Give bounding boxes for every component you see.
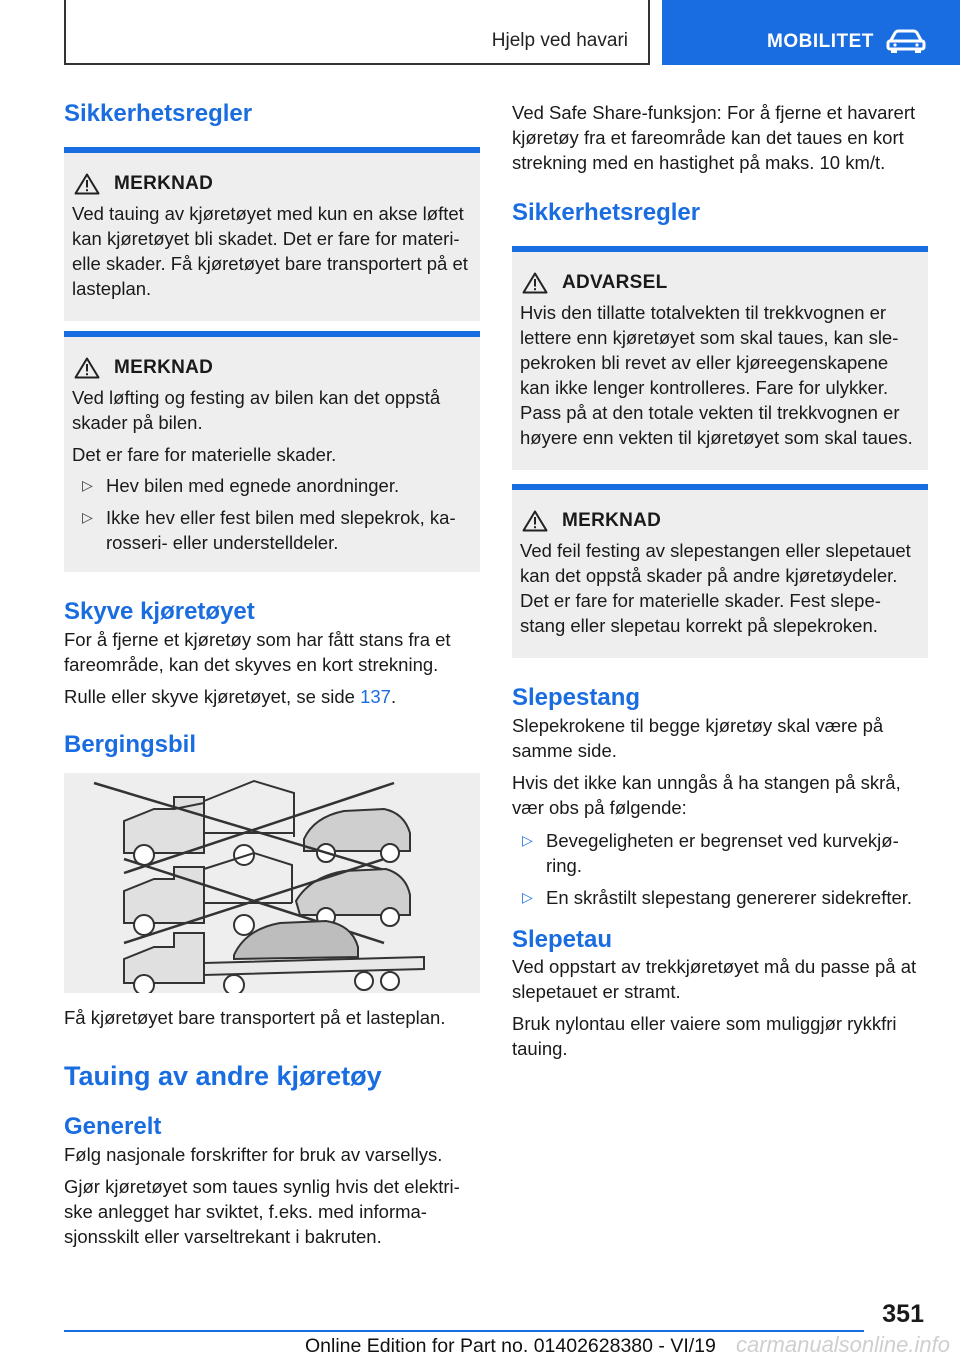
- notice-title: MERKNAD: [114, 356, 214, 378]
- heading-tow-bar: Slepestang: [512, 683, 641, 711]
- heading-towing-other-vehicles: Tauing av andre kjøretøy: [64, 1061, 382, 1092]
- section-title: Hjelp ved havari: [491, 30, 628, 51]
- list-item: ▷ En skråstilt slepestang genererer sidekrefter.: [512, 885, 928, 910]
- tow-rope-text: Bruk nylontau eller vaiere som muliggjør rykkfri tauing.: [512, 1013, 897, 1060]
- notice-text: Det er fare for materielle skader.: [72, 443, 337, 465]
- chapter-tab[interactable]: [662, 0, 960, 65]
- triangle-bullet-icon: ▷: [522, 831, 533, 848]
- warning-box-weight: [512, 246, 928, 470]
- general-text: Gjør kjøretøyet som taues synlig hvis det elektri-ske anlegget har sviktet, f.eks. med informa-sjonsskilt eller varseltrekant i bakruten.: [64, 1175, 460, 1247]
- list-item: ▷ Hev bilen med egnede anordninger.: [72, 473, 472, 498]
- right-column: [512, 100, 928, 1061]
- tow-truck-diagram: [64, 773, 480, 993]
- tow-bar-text: Slepekrokene til begge kjøretøy skal være på samme side.: [512, 714, 884, 761]
- list-item: ▷ Bevegeligheten er begrenset ved kurvekjø-ring.: [512, 828, 928, 878]
- push-text: For å fjerne et kjøretøy som har fått stans fra et fareområde, kan det skyves en kort strekning.: [64, 628, 451, 675]
- list-item: ▷ Ikke hev eller fest bilen med slepekrok, ka-rosseri- eller understelldeler.: [72, 505, 472, 555]
- general-text: Følg nasjonale forskrifter for bruk av varsellys.: [64, 1143, 443, 1165]
- page-link[interactable]: 137: [360, 685, 391, 707]
- heading-safety-rules: Sikkerhetsregler: [64, 100, 253, 127]
- warning-text: Hvis den tillatte totalvekten til trekkvognen er lettere enn kjøretøyet som skal taues, kan sle-pekroken bli revet av eller kjøreegenskapene kan ikke lenger kontrolleres. Fare for ulykker. Pass på at den totale vekten til trekkvognen er høyere enn vekten til kjøretøyet som skal taues.: [520, 301, 913, 448]
- tow-scene-wheel-lift: [124, 781, 410, 865]
- notice-box-towing: [64, 147, 480, 321]
- heading-safety-rules: Sikkerhetsregler: [512, 199, 701, 226]
- notice-list: [72, 473, 472, 555]
- page-number: 351: [882, 1300, 924, 1328]
- heading-tow-rope: Slepetau: [512, 925, 613, 953]
- heading-tow-truck: Bergingsbil: [64, 730, 197, 758]
- tow-caption: Få kjøretøyet bare transportert på et lasteplan.: [64, 1007, 446, 1029]
- left-column: [64, 100, 480, 1249]
- tow-bar-list: [512, 828, 928, 910]
- warning-triangle-icon: [522, 510, 548, 532]
- tow-rope-text: Ved oppstart av trekkjøretøyet må du passe på at slepetauet er stramt.: [512, 956, 917, 1003]
- car-icon: [886, 28, 926, 54]
- heading-general: Generelt: [64, 1112, 162, 1140]
- warning-triangle-icon: [522, 272, 548, 294]
- warning-triangle-icon: [74, 173, 100, 195]
- chapter-tab-label: MOBILITET: [767, 31, 874, 52]
- safe-share-text: Ved Safe Share-funksjon: For å fjerne et havarert kjøretøy fra et fareområde kan det taues en kort strekning med en hastighet på maks. 10 km/t.: [512, 102, 916, 173]
- heading-push-vehicle: Skyve kjøretøyet: [64, 597, 255, 625]
- tow-truck-illustration: [64, 773, 480, 993]
- header-box: [64, 0, 650, 65]
- triangle-bullet-icon: ▷: [82, 476, 93, 493]
- tow-bar-text: Hvis det ikke kan unngås å ha stangen på skrå, vær obs på følgende:: [512, 771, 901, 818]
- triangle-bullet-icon: ▷: [522, 888, 533, 905]
- push-reference: Rulle eller skyve kjøretøyet, se side 137.: [64, 685, 397, 707]
- notice-title: MERKNAD: [114, 172, 214, 194]
- warning-triangle-icon: [74, 357, 100, 379]
- warning-title: ADVARSEL: [562, 271, 668, 293]
- triangle-bullet-icon: ▷: [82, 508, 93, 525]
- notice-text: Ved feil festing av slepestangen eller slepetauet kan det oppstå skader på andre kjøretøydeler. Det er fare for materielle skader. Fest slepe-stang eller slepetau korrekt på slepekroken.: [520, 539, 911, 636]
- notice-box-tow-bar: [512, 484, 928, 658]
- notice-box-lifting: [64, 331, 480, 572]
- notice-title: MERKNAD: [562, 509, 662, 531]
- watermark: carmanualsonline.info: [735, 1332, 950, 1357]
- edition-text: Online Edition for Part no. 01402628380 - VI/19: [305, 1335, 716, 1357]
- notice-text: Ved løfting og festing av bilen kan det oppstå skader på bilen.: [72, 386, 441, 433]
- tow-scene-flatbed: [124, 921, 424, 993]
- notice-text: Ved tauing av kjøretøyet med kun en akse løftet kan kjøretøyet bli skadet. Det er fare for materi-elle skader. Få kjøretøyet bare transportert på et lasteplan.: [72, 202, 468, 299]
